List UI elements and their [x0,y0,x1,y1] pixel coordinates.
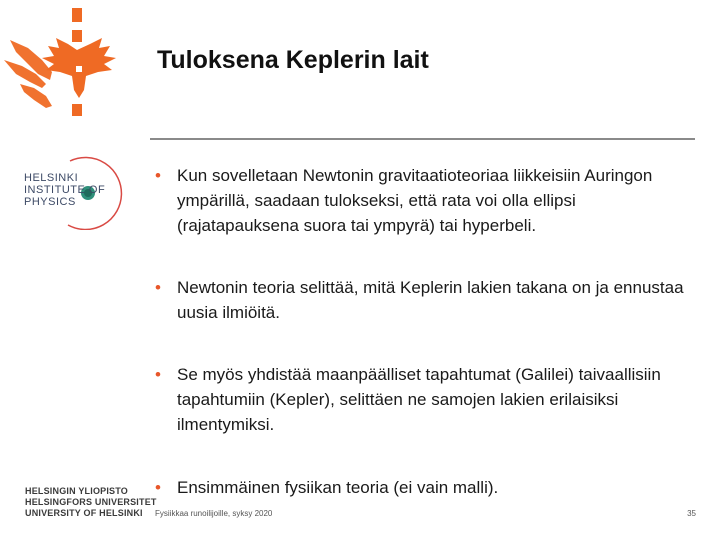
university-flame-logo [0,0,120,130]
university-name [25,486,157,519]
institute-name-line3: PHYSICS [24,196,76,208]
university-name-en: UNIVERSITY OF HELSINKI [25,508,143,518]
bullet-text: Se myös yhdistää maanpäälliset tapahtumat (Galilei) taivaallisiin tapahtumiin (Kepler), selittäen ne samojen lakien erilaisiksi ilmentymiksi. [177,365,661,434]
university-name-fi: HELSINGIN YLIOPISTO [25,486,128,496]
bullet-text: Newtonin teoria selittää, mitä Keplerin lakien takana on ja ennustaa uusia ilmiöitä. [177,278,684,322]
institute-name-line2: INSTITUTE OF [24,184,106,196]
bullet-marker: • [155,365,161,384]
bullet-marker: • [155,166,161,185]
bullet-item [155,163,700,238]
institute-name-line1: HELSINKI [24,172,79,184]
bullet-item [155,275,700,325]
title-divider [150,138,695,140]
bullet-item [155,475,700,500]
bullet-text: Ensimmäinen fysiikan teoria (ei vain malli). [177,478,499,497]
bullet-item [155,362,700,437]
footer-course: Fysiikkaa runoilijoille, syksy 2020 [155,509,273,518]
bullet-marker: • [155,278,161,297]
university-name-sv: HELSINGFORS UNIVERSITET [25,497,157,507]
institute-logo [10,155,130,230]
bullet-text: Kun sovelletaan Newtonin gravitaatioteoriaa liikkeisiin Auringon ympärillä, saadaan tulokseksi, että rata voi olla ellipsi (rajatapauksena suora tai ympyrä) tai hyperbeli. [177,166,653,235]
bullet-marker: • [155,478,161,497]
slide-title: Tuloksena Keplerin lait [157,46,429,74]
page-number: 35 [687,509,696,518]
